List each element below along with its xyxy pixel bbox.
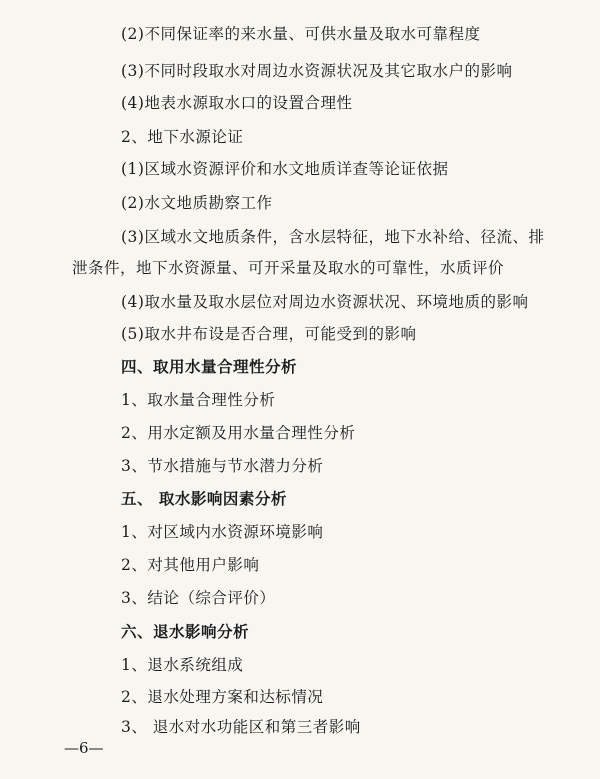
doc-line-20: 1、退水系统组成 <box>121 656 244 674</box>
doc-line-6: (2)水文地质勘察工作 <box>121 194 273 212</box>
section-heading-6: 六、退水影响分析 <box>121 622 250 641</box>
doc-line-14: 3、节水措施与节水潜力分析 <box>121 457 324 475</box>
doc-line-1: (2)不同保证率的来水量、可供水量及取水可靠程度 <box>121 25 481 43</box>
doc-line-22: 3、 退水对水功能区和第三者影响 <box>121 718 361 736</box>
page-number: —6— <box>64 739 104 757</box>
doc-line-10: (5)取水井布设是否合理，可能受到的影响 <box>121 325 417 343</box>
doc-line-4: 2、地下水源论证 <box>121 128 244 146</box>
doc-line-5: (1)区域水资源评价和水文地质详查等论证依据 <box>121 160 449 178</box>
doc-line-13: 2、用水定额及用水量合理性分析 <box>121 424 356 442</box>
doc-line-12: 1、取水量合理性分析 <box>121 391 276 409</box>
doc-line-21: 2、退水处理方案和达标情况 <box>121 688 324 706</box>
doc-line-2: (3)不同时段取水对周边水资源状况及其它取水户的影响 <box>121 62 513 80</box>
doc-line-16: 1、对区域内水资源环境影响 <box>121 523 324 541</box>
section-heading-4: 四、取用水量合理性分析 <box>121 357 298 376</box>
doc-line-9: (4)取水量及取水层位对周边水资源状况、环境地质的影响 <box>121 293 529 311</box>
doc-line-8: 泄条件，地下水资源量、可开采量及取水的可靠性，水质评价 <box>72 259 505 277</box>
doc-line-3: (4)地表水源取水口的设置合理性 <box>121 94 353 112</box>
doc-line-18: 3、结论（综合评价） <box>121 589 276 607</box>
doc-line-7: (3)区域水文地质条件，含水层特征，地下水补给、径流、排 <box>121 228 545 246</box>
doc-line-17: 2、对其他用户影响 <box>121 556 260 574</box>
section-heading-5: 五、 取水影响因素分析 <box>121 489 287 508</box>
